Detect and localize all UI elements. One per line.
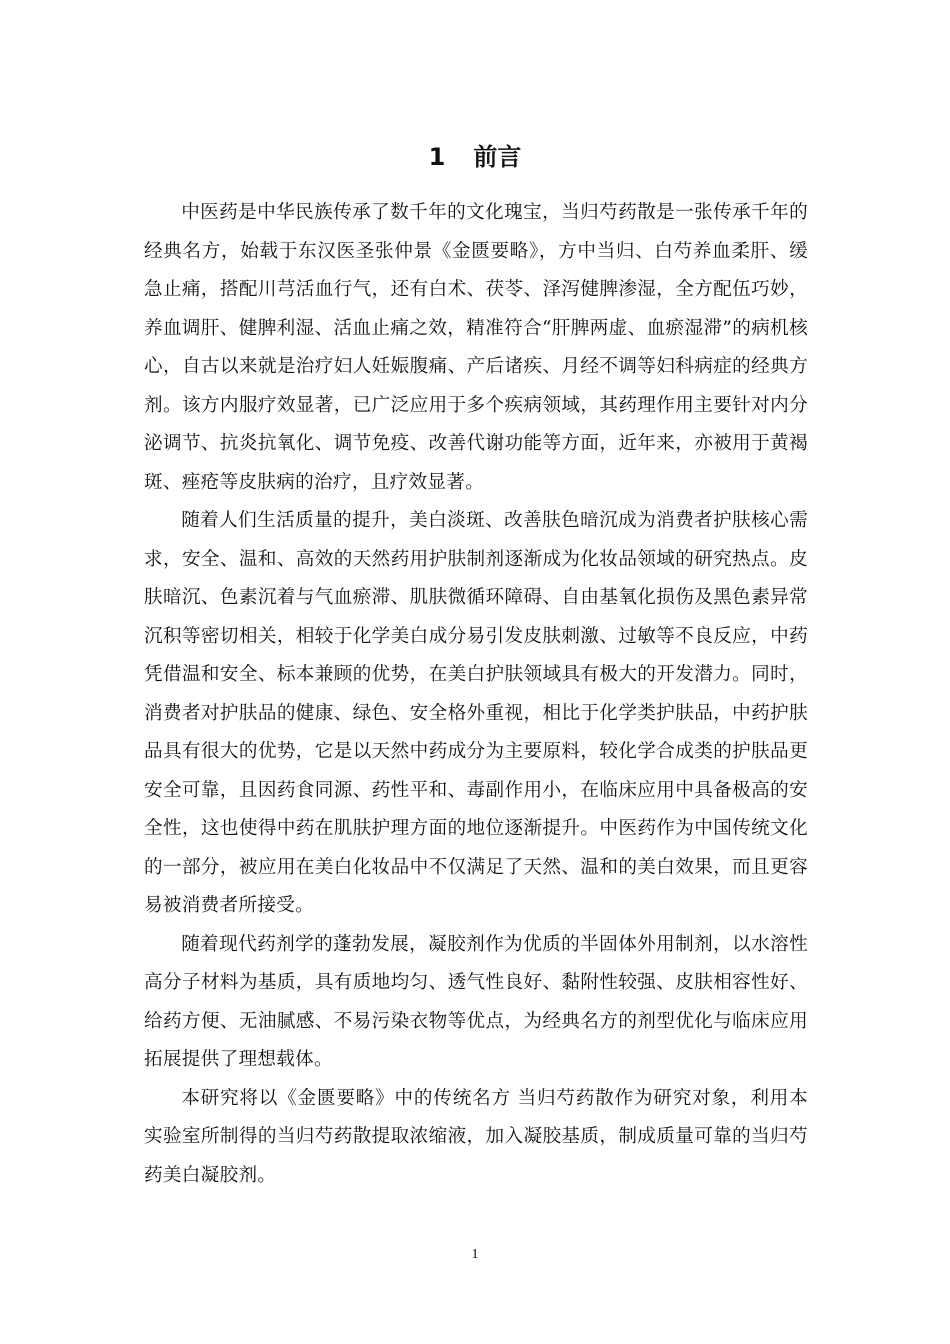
paragraph-4: 本研究将以《金匮要略》中的传统名方 当归芍药散作为研究对象，利用本实验室所制得的当归芍药散提取浓缩液，加入凝胶基质，制成质量可靠的当归芍药美白凝胶剂。 [144, 1087, 808, 1186]
section-number: 1 [428, 143, 446, 172]
paragraph-3: 随着现代药剂学的蓬勃发展，凝胶剂作为优质的半固体外用制剂，以水溶性高分子材料为基质，具有质地均匀、透气性良好、黏附性较强、皮肤相容性好、给药方便、无油腻感、不易污染衣物等优点，为经典名方的剂型优化与临床应用拓展提供了理想载体。 [144, 933, 808, 1070]
paragraph-2: 随着人们生活质量的提升，美白淡斑、改善肤色暗沉成为消费者护肤核心需求，安全、温和、高效的天然药用护肤制剂逐渐成为化妆品领域的研究热点。皮肤暗沉、色素沉着与气血瘀滞、肌肤微循环障碍、自由基氧化损伤及黑色素异常沉积等密切相关，相较于化学美白成分易引发皮肤刺激、过敏等不良反应，中药凭借温和安全、标本兼顾的优势，在美白护肤领域具有极大的开发潜力。同时，消费者对护肤品的健康、绿色、安全格外重视，相比于化学类护肤品，中药护肤品具有很大的优势，它是以天然中药成分为主要原料，较化学合成类的护肤品更安全可靠，且因药食同源、药性平和、毒副作用小，在临床应用中具备极高的安全性，这也使得中药在肌肤护理方面的地位逐渐提升。中医药作为中国传统文化的一部分，被应用在美白化妆品中不仅满足了天然、温和的美白效果，而且更容易被消费者所接受。 [144, 510, 808, 916]
section-title: 前言 [473, 143, 522, 172]
page-number: 1 [471, 1247, 479, 1262]
paragraph-1: 中医药是中华民族传承了数千年的文化瑰宝，当归芍药散是一张传承千年的经典名方，始载于东汉医圣张仲景《金匮要略》，方中当归、白芍养血柔肝、缓急止痛，搭配川芎活血行气，还有白术、茯苓、泽泻健脾渗湿，全方配伍巧妙，养血调肝、健脾利湿、活血止痛之效，精准符合“肝脾两虚、血瘀湿滞”的病机核心，自古以来就是治疗妇人妊娠腹痛、产后诸疾、月经不调等妇科病症的经典方剂。该方内服疗效显著，已广泛应用于多个疾病领域，其药理作用主要针对内分泌调节、抗炎抗氧化、调节免疫、改善代谢功能等方面，近年来，亦被用于黄褐斑、痤疮等皮肤病的治疗，且疗效显著。 [144, 202, 808, 493]
body-text [144, 194, 808, 1195]
section-heading [0, 140, 950, 174]
